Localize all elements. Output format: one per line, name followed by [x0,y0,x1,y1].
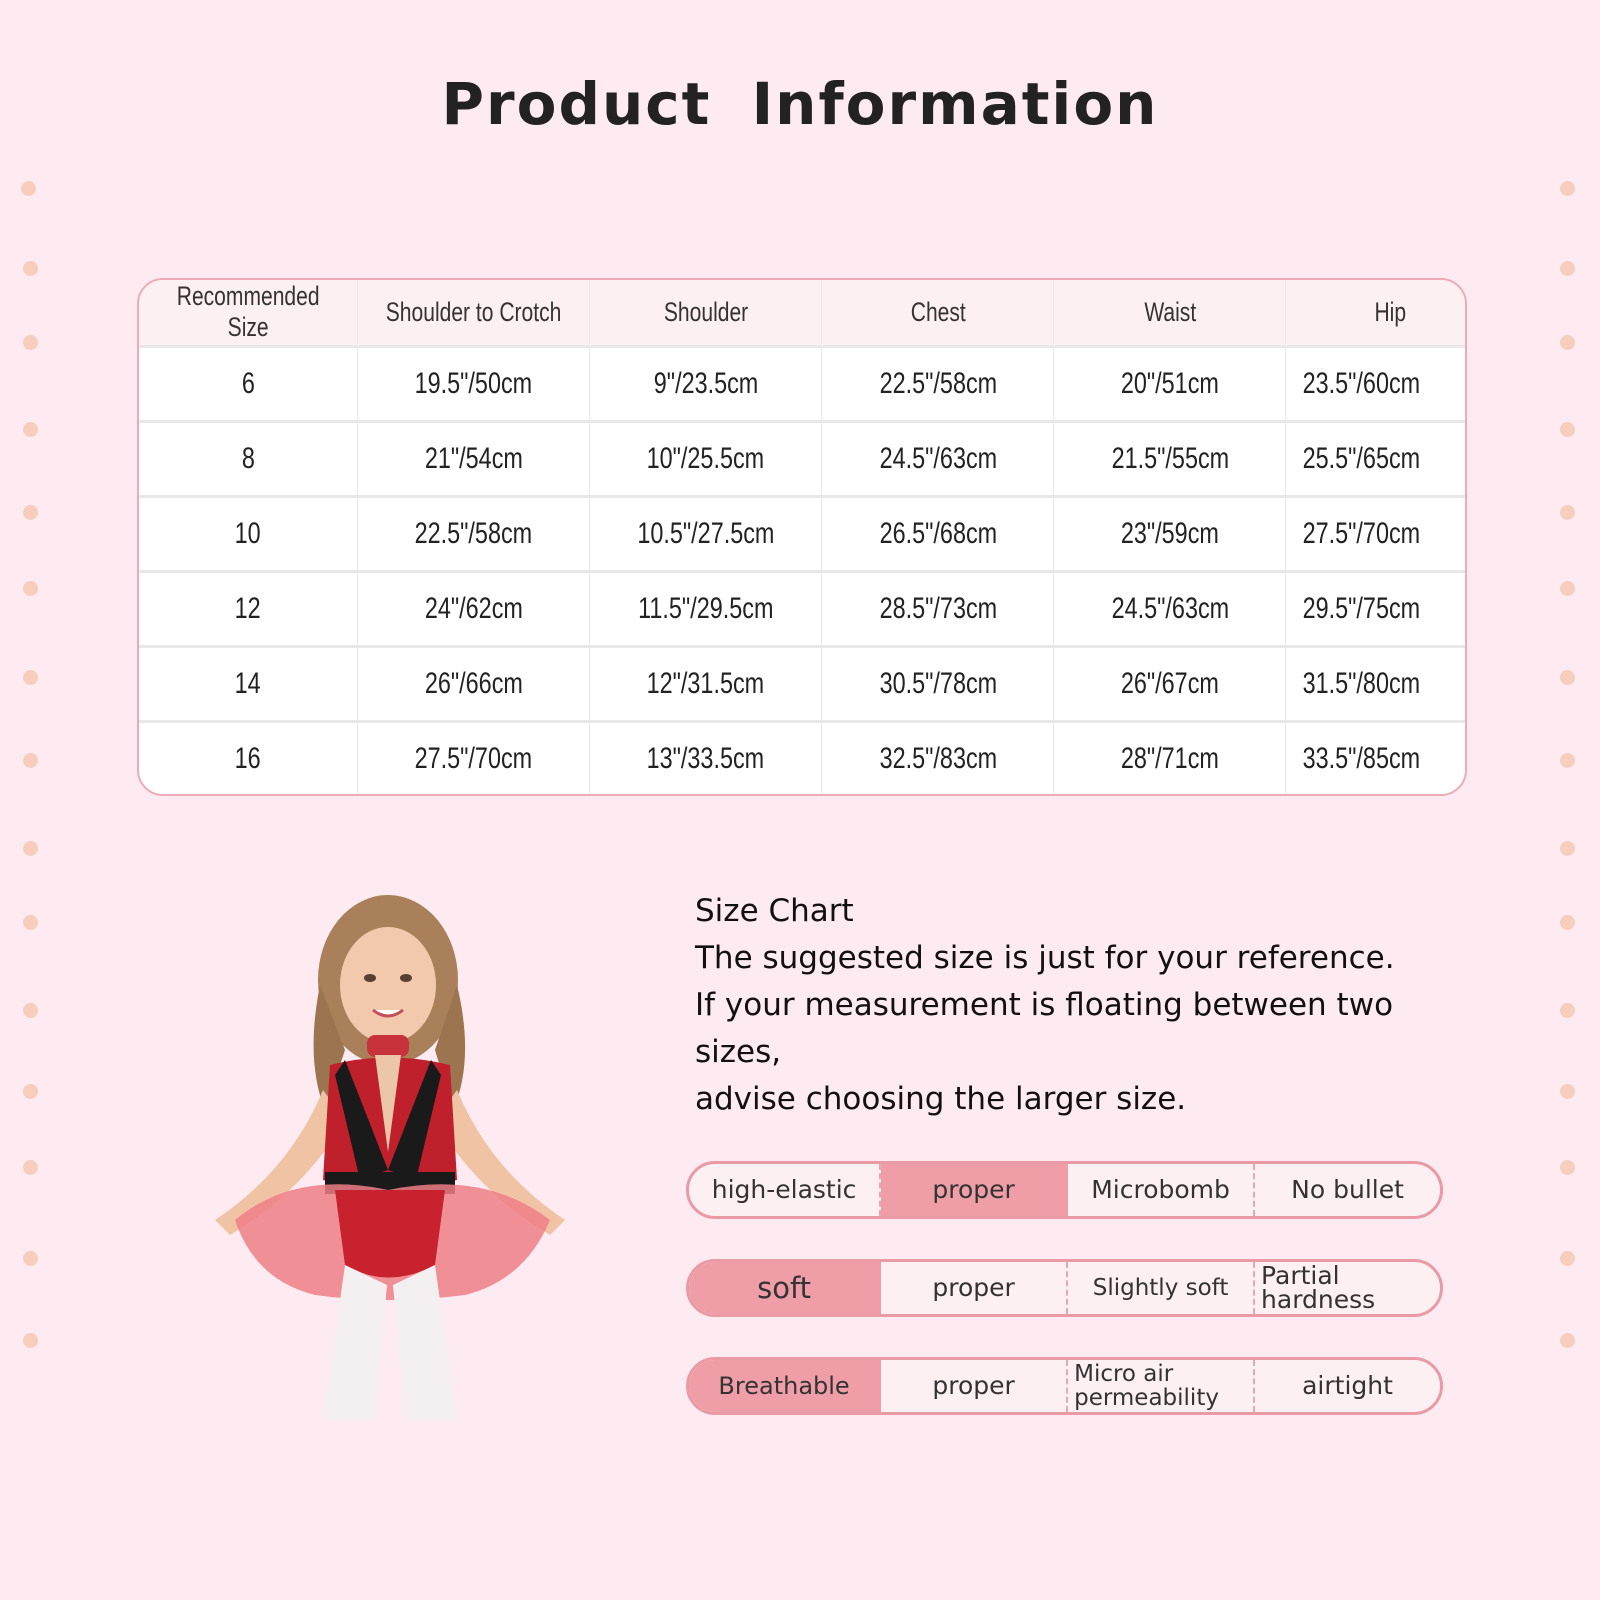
table-cell: 28"/71cm [1054,722,1286,794]
table-cell: 25.5"/65cm [1286,421,1465,496]
scale-option: high-elastic [689,1164,881,1216]
scale-option-selected: soft [689,1262,881,1314]
column-header: Hip [1286,280,1465,346]
scale-option: proper [881,1262,1068,1314]
table-cell: 13"/33.5cm [590,722,822,794]
table-cell: 24.5"/63cm [1054,572,1286,647]
size-note-line: The suggested size is just for your reference. [695,940,1395,976]
table-cell: 23"/59cm [1054,496,1286,571]
table-cell: 24.5"/63cm [822,421,1054,496]
table-cell: 29.5"/75cm [1286,572,1465,647]
table-cell: 12"/31.5cm [590,647,822,722]
table-row [139,421,1465,496]
scale-option: Partial hardness [1261,1261,1376,1314]
table-row [139,647,1465,722]
table-cell: 14 [139,647,358,722]
softness-scale [686,1259,1443,1317]
column-header: Shoulder [590,280,822,346]
scale-option: Slightly soft [1068,1262,1255,1314]
scale-option-selected: Breathable [689,1360,881,1412]
table-cell: 9"/23.5cm [590,346,822,421]
table-cell: 26"/66cm [358,647,590,722]
table-cell: 10"/25.5cm [590,421,822,496]
size-note-heading: Size Chart [695,893,854,929]
scale-option-selected: proper [881,1164,1068,1216]
product-model-image [195,890,585,1420]
table-row [139,496,1465,571]
scale-option: Micro air permeability [1068,1360,1255,1412]
table-cell: 23.5"/60cm [1286,346,1465,421]
size-note-line: advise choosing the larger size. [695,1081,1187,1117]
table-cell: 32.5"/83cm [822,722,1054,794]
table-cell: 19.5"/50cm [358,346,590,421]
table-cell: 26"/67cm [1054,647,1286,722]
table-cell: 16 [139,722,358,794]
scale-option: Microbomb [1068,1164,1255,1216]
table-cell: 8 [139,421,358,496]
table-cell: 6 [139,346,358,421]
table-cell: 22.5"/58cm [358,496,590,571]
scale-option: proper [881,1360,1068,1412]
table-cell: 21.5"/55cm [1054,421,1286,496]
table-header-row [139,280,1465,346]
table-cell: 22.5"/58cm [822,346,1054,421]
column-header: Shoulder to Crotch [358,280,590,346]
column-header: Waist [1054,280,1286,346]
elasticity-scale [686,1161,1443,1219]
table-cell: 27.5"/70cm [1286,496,1465,571]
size-table [137,278,1467,796]
table-row [139,722,1465,794]
table-cell: 26.5"/68cm [822,496,1054,571]
table-cell: 31.5"/80cm [1286,647,1465,722]
scale-option: No bullet [1291,1175,1404,1204]
column-header: Recommended Size [139,280,358,346]
breathability-scale [686,1357,1443,1415]
size-note-line: If your measurement is floating between two sizes, [695,987,1394,1070]
scale-option: airtight [1302,1371,1393,1400]
size-note [695,888,1475,1123]
table-cell: 10.5"/27.5cm [590,496,822,571]
table-cell: 11.5"/29.5cm [590,572,822,647]
table-cell: 20"/51cm [1054,346,1286,421]
table-cell: 33.5"/85cm [1303,741,1421,775]
child-model-icon [195,890,585,1420]
table-cell: 21"/54cm [358,421,590,496]
page-title: Product Information [441,70,1159,138]
table-cell: 30.5"/78cm [822,647,1054,722]
table-row [139,346,1465,421]
column-header: Chest [822,280,1054,346]
table-cell: 10 [139,496,358,571]
table-cell: 28.5"/73cm [822,572,1054,647]
table-cell: 12 [139,572,358,647]
table-cell: 27.5"/70cm [358,722,590,794]
table-row [139,572,1465,647]
table-cell: 24"/62cm [358,572,590,647]
